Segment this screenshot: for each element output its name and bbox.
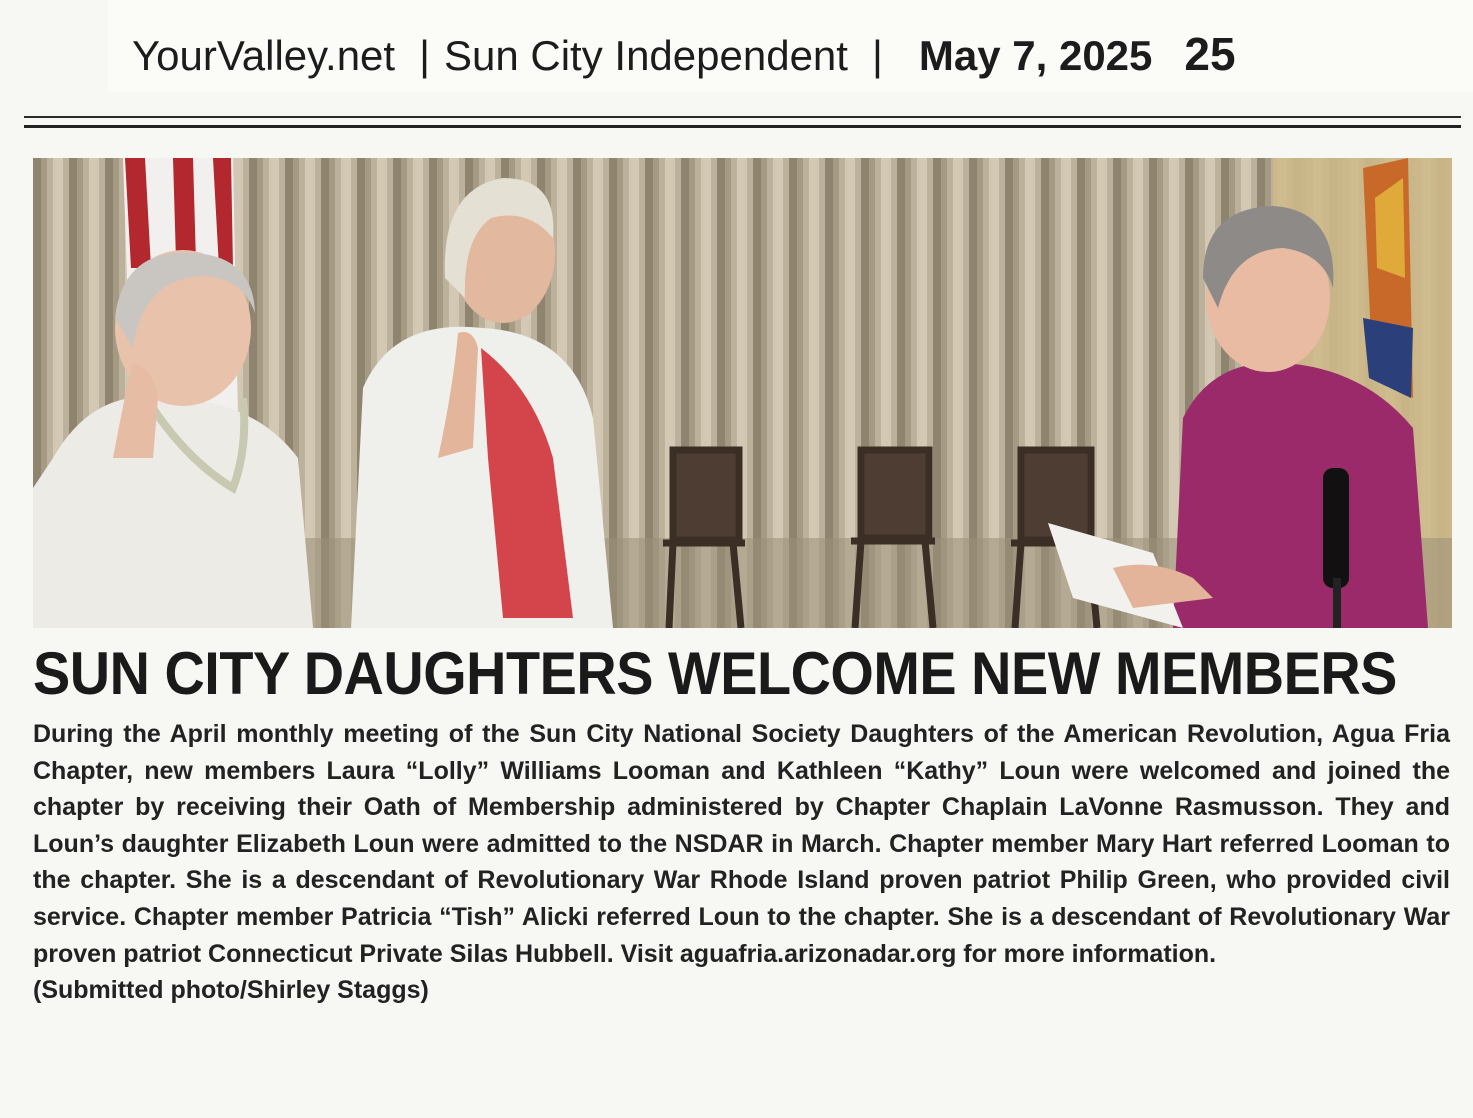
header-rule-bottom: [24, 125, 1461, 128]
caption-body: During the April monthly meeting of the Sun City National Society Daughters of the American Revolution, Agua Fria Chapter, new members Laura “Lolly” Williams Looman and Kathleen “Kathy” Loun were welcomed and joined the chapter by receiving their Oath of Membership administered by Chapter Chaplain LaVonne Rasmusson. They and Loun’s daughter Elizabeth Loun were admitted to the NSDAR in March. Chapter member Mary Hart referred Looman to the chapter. She is a descendant of Revolutionary War Rhode Island proven patriot Philip Green, who provided civil service. Chapter member Patricia “Tish” Alicki referred Loun to the chapter. She is a descendant of Revolutionary War proven patriot Connecticut Private Silas Hubbell. Visit aguafria.arizonadar.org for more information.: [33, 720, 1450, 968]
issue-date: May 7, 2025: [918, 32, 1153, 79]
site-name: YourValley.net: [132, 32, 396, 79]
article-caption: [33, 716, 1450, 1009]
separator: |: [419, 32, 430, 79]
page-number: 25: [1184, 28, 1236, 80]
separator: |: [871, 32, 883, 79]
masthead: [132, 24, 1236, 86]
photo-credit: (Submitted photo/Shirley Staggs): [33, 976, 429, 1005]
publication-name: Sun City Independent: [444, 32, 848, 79]
article-photo: [33, 158, 1452, 628]
arizona-flag: [1363, 158, 1413, 398]
header-rule-top: [24, 116, 1461, 118]
article-headline: SUN CITY DAUGHTERS WELCOME NEW MEMBERS: [33, 640, 1397, 707]
